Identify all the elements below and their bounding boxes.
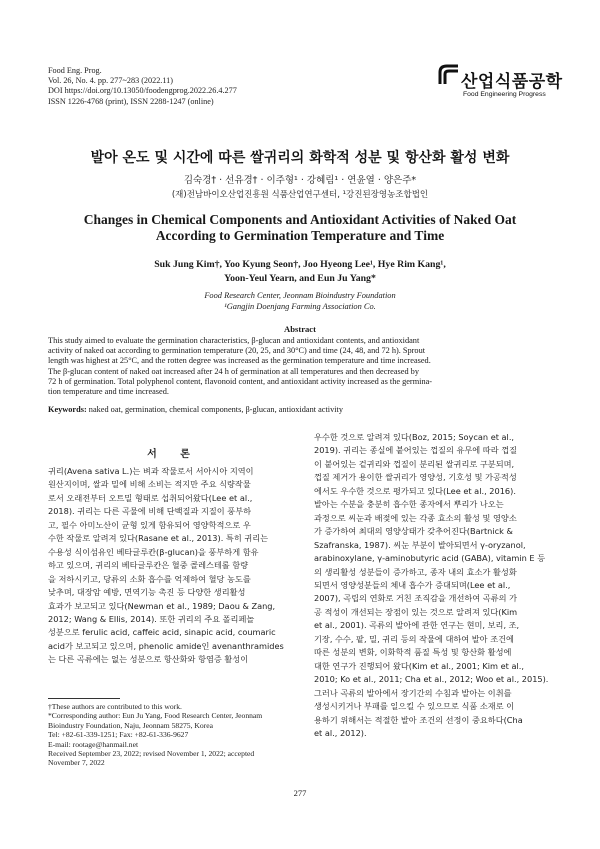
body-line: 원산지이며, 쌀과 밀에 비해 소비는 적지만 주요 식량작물: [48, 479, 251, 490]
footnote-rule: [48, 698, 120, 699]
body-line: 로서 오래전부터 오트밀 형태로 섭취되어왔다(Lee et al.,: [48, 492, 253, 503]
english-affiliation-line: Food Research Center, Jeonnam Bioindustry Foundation: [204, 291, 396, 300]
page-number: 277: [293, 788, 307, 798]
abstract-line: tion temperature and time increased.: [48, 387, 169, 397]
english-authors-line: Yoon-Yeul Yearn, and Eun Ju Yang*: [224, 273, 376, 284]
body-line: 수한 작물로 알려져 있다(Rasane et al., 2013). 특히 귀리는: [48, 533, 269, 544]
body-line: 껍질 제거가 용이한 쌀귀리가 영양성, 기호성 및 가공적성: [314, 472, 517, 483]
body-line: 수용성 식이섬유인 베타글루칸(β-glucan)을 풍부하게 함유: [48, 546, 259, 557]
footnote-line: Bioindustry Foundation, Naju, Jeonnam 58275, Korea: [48, 720, 213, 730]
abstract-line: length was highest at 25°C, and the rotten degree was increased as the germination temperature and time increased.: [48, 356, 431, 366]
body-line: et al., 2012).: [314, 727, 367, 738]
body-line: 2007), 곡립의 연화로 거친 조직감을 개선하여 곡류의 가: [314, 593, 518, 604]
abstract-line: activity of naked oat according to germination temperature (20, 25, and 30°C) and time (24, 48, and 72 h). Sprout: [48, 346, 426, 356]
footnote-line: Received September 23, 2022; revised November 1, 2022; accepted: [48, 749, 255, 759]
body-line: 생성시키거나 부패를 일으킬 수 있으므로 식품 소재로 이: [314, 701, 515, 712]
body-line: 2012; Wang & Ellis, 2014). 또한 귀리의 주요 폴리페놀: [48, 613, 255, 624]
footnote-line: †These authors are contributed to this work.: [48, 702, 182, 711]
body-line: 따른 성분의 변화, 이화학적 품질 특성 및 항산화 활성에: [314, 647, 512, 658]
journal-name: Food Eng. Prog.: [48, 66, 102, 75]
korean-authors: 김숙경† · 선유경† · 이주형¹ · 강혜림¹ · 연윤열 · 양은주*: [183, 175, 417, 186]
english-title-line: Changes in Chemical Components and Antioxidant Activities of Naked Oat: [83, 212, 517, 227]
english-affiliation: [60, 290, 540, 312]
abstract-line: The β-glucan content of naked oat increased after 24 h of germination at all temperatures and then decreased by: [48, 366, 419, 376]
body-line: 2010; Ko et al., 2011; Cha et al., 2012; Woo et al., 2015).: [314, 674, 549, 685]
section-heading: 서 론: [147, 449, 200, 460]
english-authors: [60, 258, 540, 286]
english-title: [60, 212, 540, 244]
keywords: [48, 405, 552, 414]
journal-header: [48, 66, 237, 107]
journal-logo-mark-icon: [437, 64, 461, 86]
body-line: 는 다른 곡류에는 없는 성분으로 항산화와 항염증 활성이: [48, 654, 249, 665]
body-line: arabinoxylane, γ-aminobutyric acid (GABA), vitamin E 등: [314, 553, 546, 564]
keywords-list: naked oat, germination, chemical components, β-glucan, antioxidant activity: [88, 405, 343, 414]
body-line: 2018). 귀리는 다른 곡물에 비해 단백질과 지질이 풍부하: [48, 506, 252, 517]
journal-volume: Vol. 26, No. 4. pp. 277~283 (2022.11): [48, 76, 173, 86]
journal-logo-text: 산업식품공학: [461, 72, 563, 92]
body-line: 가 증가하여 최대의 영양상태가 갖추어진다(Bartnick &: [314, 526, 513, 537]
english-title-line: According to Germination Temperature and Time: [155, 228, 445, 243]
body-line: 우수한 것으로 알려져 있다(Boz, 2015; Soycan et al.,: [314, 432, 515, 442]
footnotes: [48, 702, 300, 768]
body-line: 낮추며, 대장암 예방, 면역기능 촉진 등 다양한 생리활성: [48, 587, 246, 598]
abstract-line: 72 h of germination. Total polyphenol content, flavonoid content, and antioxidant activity increased as the germina-: [48, 376, 433, 386]
body-line: 공 적성이 개선되는 장점이 있는 것으로 알려져 있다(Kim: [314, 606, 518, 617]
keywords-label: Keywords:: [48, 405, 87, 414]
body-line: 되면서 영양성분들의 체내 흡수가 증대되며(Lee et al.,: [314, 579, 511, 590]
body-line: 용하기 위해서는 적절한 발아 조건의 선정이 중요하다(Cha: [314, 714, 523, 725]
english-authors-line: Suk Jung Kim†, Yoo Kyung Seon†, Joo Hyeong Lee¹, Hye Rim Kang¹,: [154, 259, 446, 270]
korean-title: 발아 온도 및 시간에 따른 쌀귀리의 화학적 성분 및 항산화 활성 변화: [90, 150, 510, 166]
body-line: 고, 필수 아미노산이 균형 있게 함유되어 영양학적으로 우: [48, 519, 251, 530]
abstract-heading: Abstract: [284, 324, 316, 334]
body-line: 성분으로 ferulic acid, caffeic acid, sinapic acid, coumaric: [48, 627, 276, 638]
abstract-line: This study aimed to evaluate the germination characteristics, β-glucan and antioxidant contents, and antioxidant: [48, 336, 420, 345]
body-left-column: [48, 465, 299, 667]
journal-doi: DOI https://doi.org/10.13050/foodengprog.2022.26.4.277: [48, 86, 237, 96]
english-affiliation-line: ¹Gangjin Doenjang Farming Association Co.: [224, 302, 376, 311]
journal-issn: ISSN 1226-4768 (print), ISSN 2288-1247 (online): [48, 96, 214, 106]
footnote-line: Tel: +82-61-339-1251; Fax: +82-61-336-9627: [48, 730, 189, 740]
body-line: 발아는 수분을 충분히 흡수한 종자에서 뿌리가 나오는: [314, 499, 504, 510]
body-line: 의 생리활성 성분들이 증가하고, 종자 내의 효소가 활성화: [314, 566, 517, 577]
body-line: 그러나 곡류의 발아에서 장기간의 수침과 발아는 이취를: [314, 687, 512, 698]
body-line: et al., 2001). 곡류의 발아에 관한 연구는 현미, 보리, 조,: [314, 620, 520, 631]
footnote-line: November 7, 2022: [48, 758, 105, 768]
abstract-text: [48, 336, 552, 397]
body-line: 2019). 귀리는 종실에 붙어있는 껍질의 유무에 따라 껍질: [314, 445, 518, 456]
body-line: Szafranska, 1987). 씨눈 부분이 발아되면서 γ-oryzanol,: [314, 539, 526, 550]
body-line: 에서도 우수한 것으로 평가되고 있다(Lee et al., 2016).: [314, 485, 516, 496]
body-line: acid가 보고되고 있으며, phenolic amide인 avenanthramides: [48, 640, 284, 651]
body-line: 귀리(Avena sativa L.)는 벼과 작물로서 서아시아 지역이: [48, 466, 254, 476]
body-line: 이 붙어있는 겉귀리와 껍질이 분리된 쌀귀리로 구분되며,: [314, 458, 515, 469]
footnote-line: *Corresponding author: Eun Ju Yang, Food Research Center, Jeonnam: [48, 711, 263, 721]
korean-affiliation: (재)전남바이오산업진흥원 식품산업연구센터, ¹강진된장영농조합법인: [171, 190, 429, 200]
journal-logo: [437, 64, 563, 104]
body-line: 기장, 수수, 팥, 밀, 귀리 등의 작물에 대하여 발아 조건에: [314, 633, 514, 644]
body-line: 효과가 보고되고 있다(Newman et al., 1989; Daou & Zang,: [48, 600, 276, 611]
body-line: 대한 연구가 진행되어 왔다(Kim et al., 2001; Kim et al.,: [314, 660, 524, 671]
footnote-line: E-mail: rootage@hanmail.net: [48, 739, 139, 749]
body-right-column: [314, 431, 554, 740]
journal-logo-subtitle: Food Engineering Progress: [463, 91, 546, 98]
body-line: 을 저하시키고, 당류의 소화 흡수를 억제하여 혈당 농도를: [48, 573, 251, 584]
body-line: 하고 있으며, 귀리의 베타글루칸은 혈중 콜레스테롤 함량: [48, 560, 249, 571]
body-line: 과정으로 씨눈과 배젖에 있는 각종 효소의 활성 및 영양소: [314, 512, 517, 523]
